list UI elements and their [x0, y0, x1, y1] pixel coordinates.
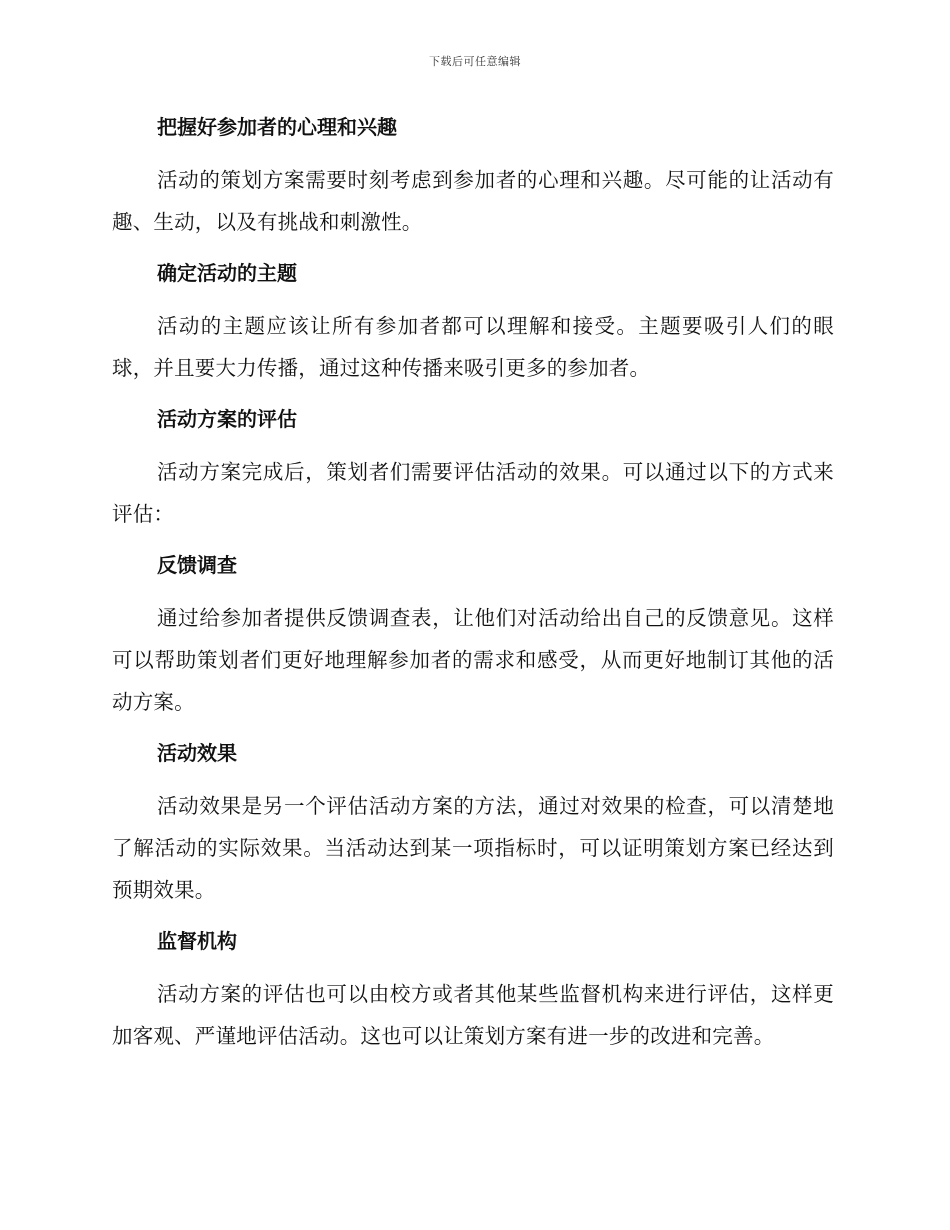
- section-paragraph-effect: 活动效果是另一个评估活动方案的方法，通过对效果的检查，可以清楚地了解活动的实际效果。当活动达到某一项指标时，可以证明策划方案已经达到预期效果。: [112, 794, 834, 902]
- section-heading-theme: 确定活动的主题: [157, 261, 297, 285]
- document-body: [112, 107, 834, 1067]
- section-paragraph-feedback: 通过给参加者提供反馈调查表，让他们对活动给出自己的反馈意见。这样可以帮助策划者们更好地理解参加者的需求和感受，从而更好地制订其他的活动方案。: [112, 606, 834, 714]
- page-header-note: 下载后可任意编辑: [429, 55, 521, 68]
- section-heading-evaluation: 活动方案的评估: [157, 407, 297, 431]
- section-heading-interest: 把握好参加者的心理和兴趣: [157, 115, 397, 139]
- section-heading-effect: 活动效果: [157, 741, 237, 765]
- section-heading-supervision: 监督机构: [157, 929, 237, 953]
- section-paragraph-theme: 活动的主题应该让所有参加者都可以理解和接受。主题要吸引人们的眼球，并且要大力传播，通过这种传播来吸引更多的参加者。: [112, 314, 834, 380]
- section-paragraph-evaluation: 活动方案完成后，策划者们需要评估活动的效果。可以通过以下的方式来评估：: [112, 460, 834, 526]
- section-heading-feedback: 反馈调查: [157, 553, 237, 577]
- section-paragraph-supervision: 活动方案的评估也可以由校方或者其他某些监督机构来进行评估，这样更加客观、严谨地评估活动。这也可以让策划方案有进一步的改进和完善。: [112, 982, 834, 1048]
- section-paragraph-interest: 活动的策划方案需要时刻考虑到参加者的心理和兴趣。尽可能的让活动有趣、生动，以及有挑战和刺激性。: [112, 168, 834, 234]
